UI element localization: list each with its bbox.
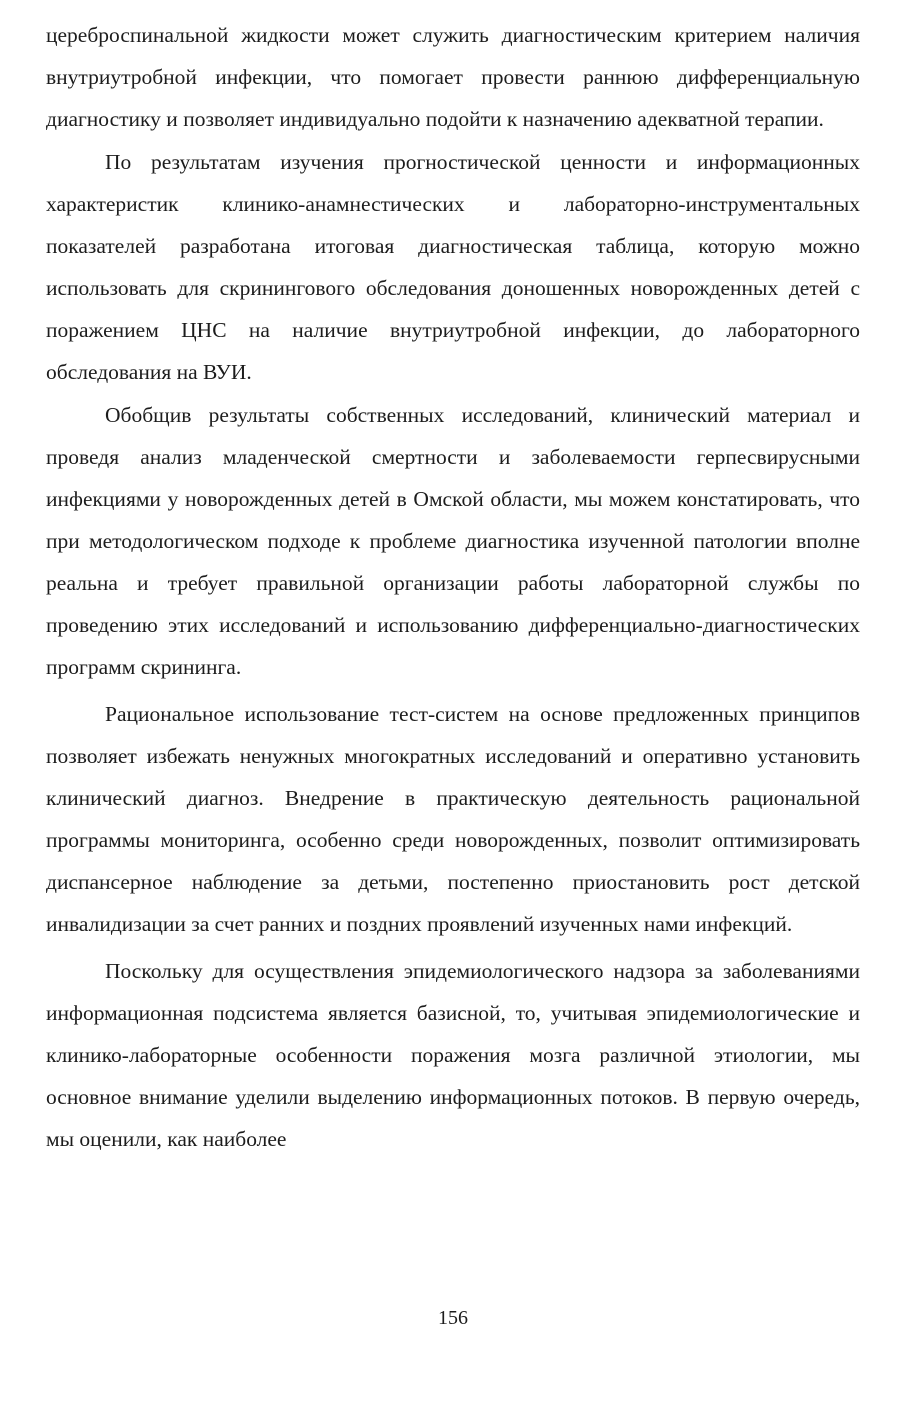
paragraph-2: По результатам изучения прогностической ценности и информационных характеристик клинико-анамнестических и лабораторно-инструментальных показателей разработана итоговая диагностическая таблица, которую можно использовать для скринингового обследования доношенных новорожденных детей с поражением ЦНС на наличие внутриутробной инфекции, до лабораторного обследования на ВУИ.: [46, 150, 860, 384]
paragraph-1: цереброспинальной жидкости может служить диагностическим критерием наличия внутриутробной инфекции, что помогает провести раннюю дифференциальную диагностику и позволяет индивидуально подойти к назначению адекватной терапии.: [46, 23, 860, 131]
paragraph-4: Рациональное использование тест-систем на основе предложенных принципов позволяет избежать ненужных многократных исследований и оперативно установить клинический диагноз. Внедрение в практическую деятельность рациональной программы мониторинга, особенно среди новорожденных, позволит оптимизировать диспансерное наблюдение за детьми, постепенно приостановить рост детской инвалидизации за счет ранних и поздних проявлений изученных нами инфекций.: [46, 702, 860, 936]
page-number: 156: [438, 1307, 468, 1329]
document-page: [46, 14, 860, 1160]
paragraph-5: Поскольку для осуществления эпидемиологического надзора за заболеваниями информационная подсистема является базисной, то, учитывая эпидемиологические и клинико-лабораторные особенности поражения мозга различной этиологии, мы основное внимание уделили выделению информационных потоков. В первую очередь, мы оценили, как наиболее: [46, 959, 860, 1151]
paragraph-3: Обобщив результаты собственных исследований, клинический материал и проведя анализ младенческой смертности и заболеваемости герпесвирусными инфекциями у новорожденных детей в Омской области, мы можем констатировать, что при методологическом подходе к проблеме диагностика изученной патологии вполне реальна и требует правильной организации работы лабораторной службы по проведению этих исследований и использованию дифференциально-диагностических программ скрининга.: [46, 403, 860, 679]
